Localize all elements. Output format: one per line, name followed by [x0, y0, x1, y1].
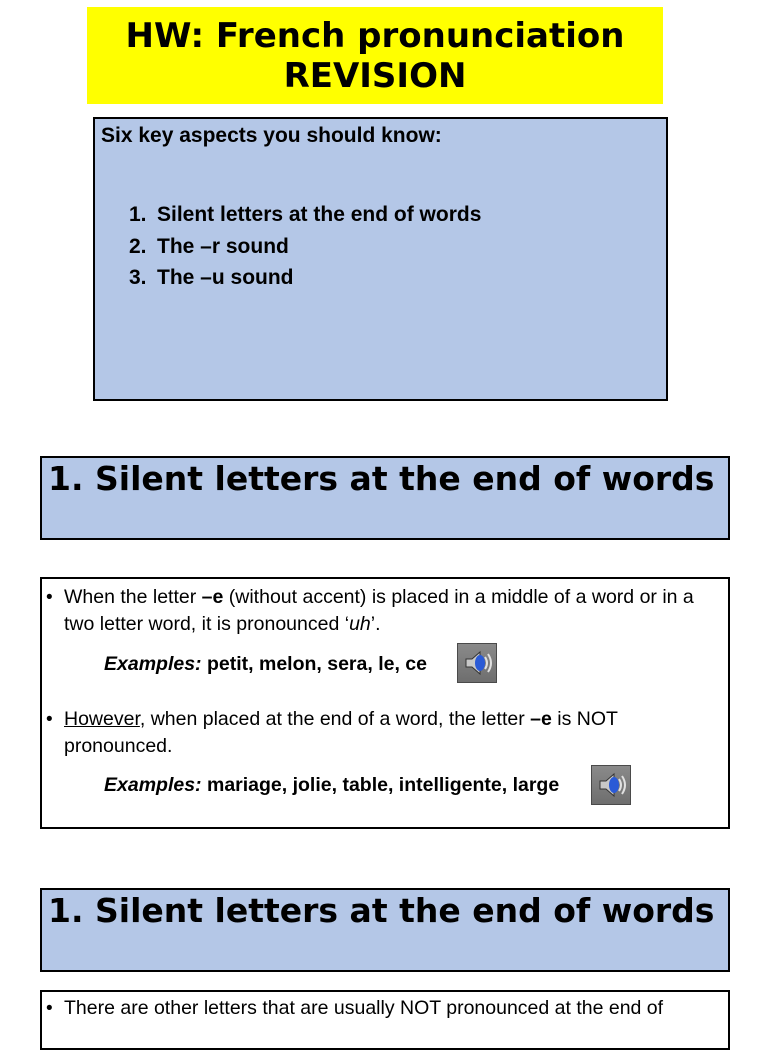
title-line-1: HW: French pronunciation	[125, 15, 625, 56]
bullet-glyph: •	[46, 998, 53, 1019]
speaker-icon[interactable]	[591, 765, 631, 805]
aspect-item	[129, 262, 481, 294]
aspects-box	[93, 117, 668, 401]
aspect-text: Silent letters at the end of words	[157, 203, 482, 226]
aspect-text: The –u sound	[157, 266, 294, 289]
section-heading-2	[40, 888, 730, 972]
title-banner	[87, 7, 663, 104]
section-content-2	[40, 990, 730, 1050]
bullet-glyph: •	[46, 587, 53, 608]
section-heading-1	[40, 456, 730, 540]
bullet-paragraph-1: When the letter –e (without accent) is placed in a middle of a word or in a two letter word, it is pronounced ‘uh’.	[64, 586, 694, 635]
bullet-glyph: •	[46, 709, 53, 730]
section-content-1	[40, 577, 730, 829]
example-line-2: Examples: mariage, jolie, table, intelligente, large	[104, 774, 560, 796]
speaker-icon[interactable]	[457, 643, 497, 683]
bullet-paragraph-3: There are other letters that are usually NOT pronounced at the end of	[64, 997, 664, 1019]
aspects-list	[129, 199, 481, 294]
aspect-number: 2.	[129, 234, 147, 258]
title-line-2: REVISION	[283, 55, 467, 96]
aspect-number: 1.	[129, 203, 147, 226]
bullet-paragraph-2: However, when placed at the end of a word, the letter –e is NOT pronounced.	[64, 708, 618, 757]
aspects-heading: Six key aspects you should know:	[101, 124, 442, 147]
aspect-number: 3.	[129, 266, 147, 289]
section-heading-text: 1. Silent letters at the end of words	[48, 891, 715, 930]
section-heading-text: 1. Silent letters at the end of words	[48, 459, 715, 498]
example-line-1: Examples: petit, melon, sera, le, ce	[104, 653, 427, 675]
aspect-item	[129, 199, 481, 231]
aspect-text: The –r sound	[157, 234, 289, 258]
aspect-item	[129, 231, 481, 263]
